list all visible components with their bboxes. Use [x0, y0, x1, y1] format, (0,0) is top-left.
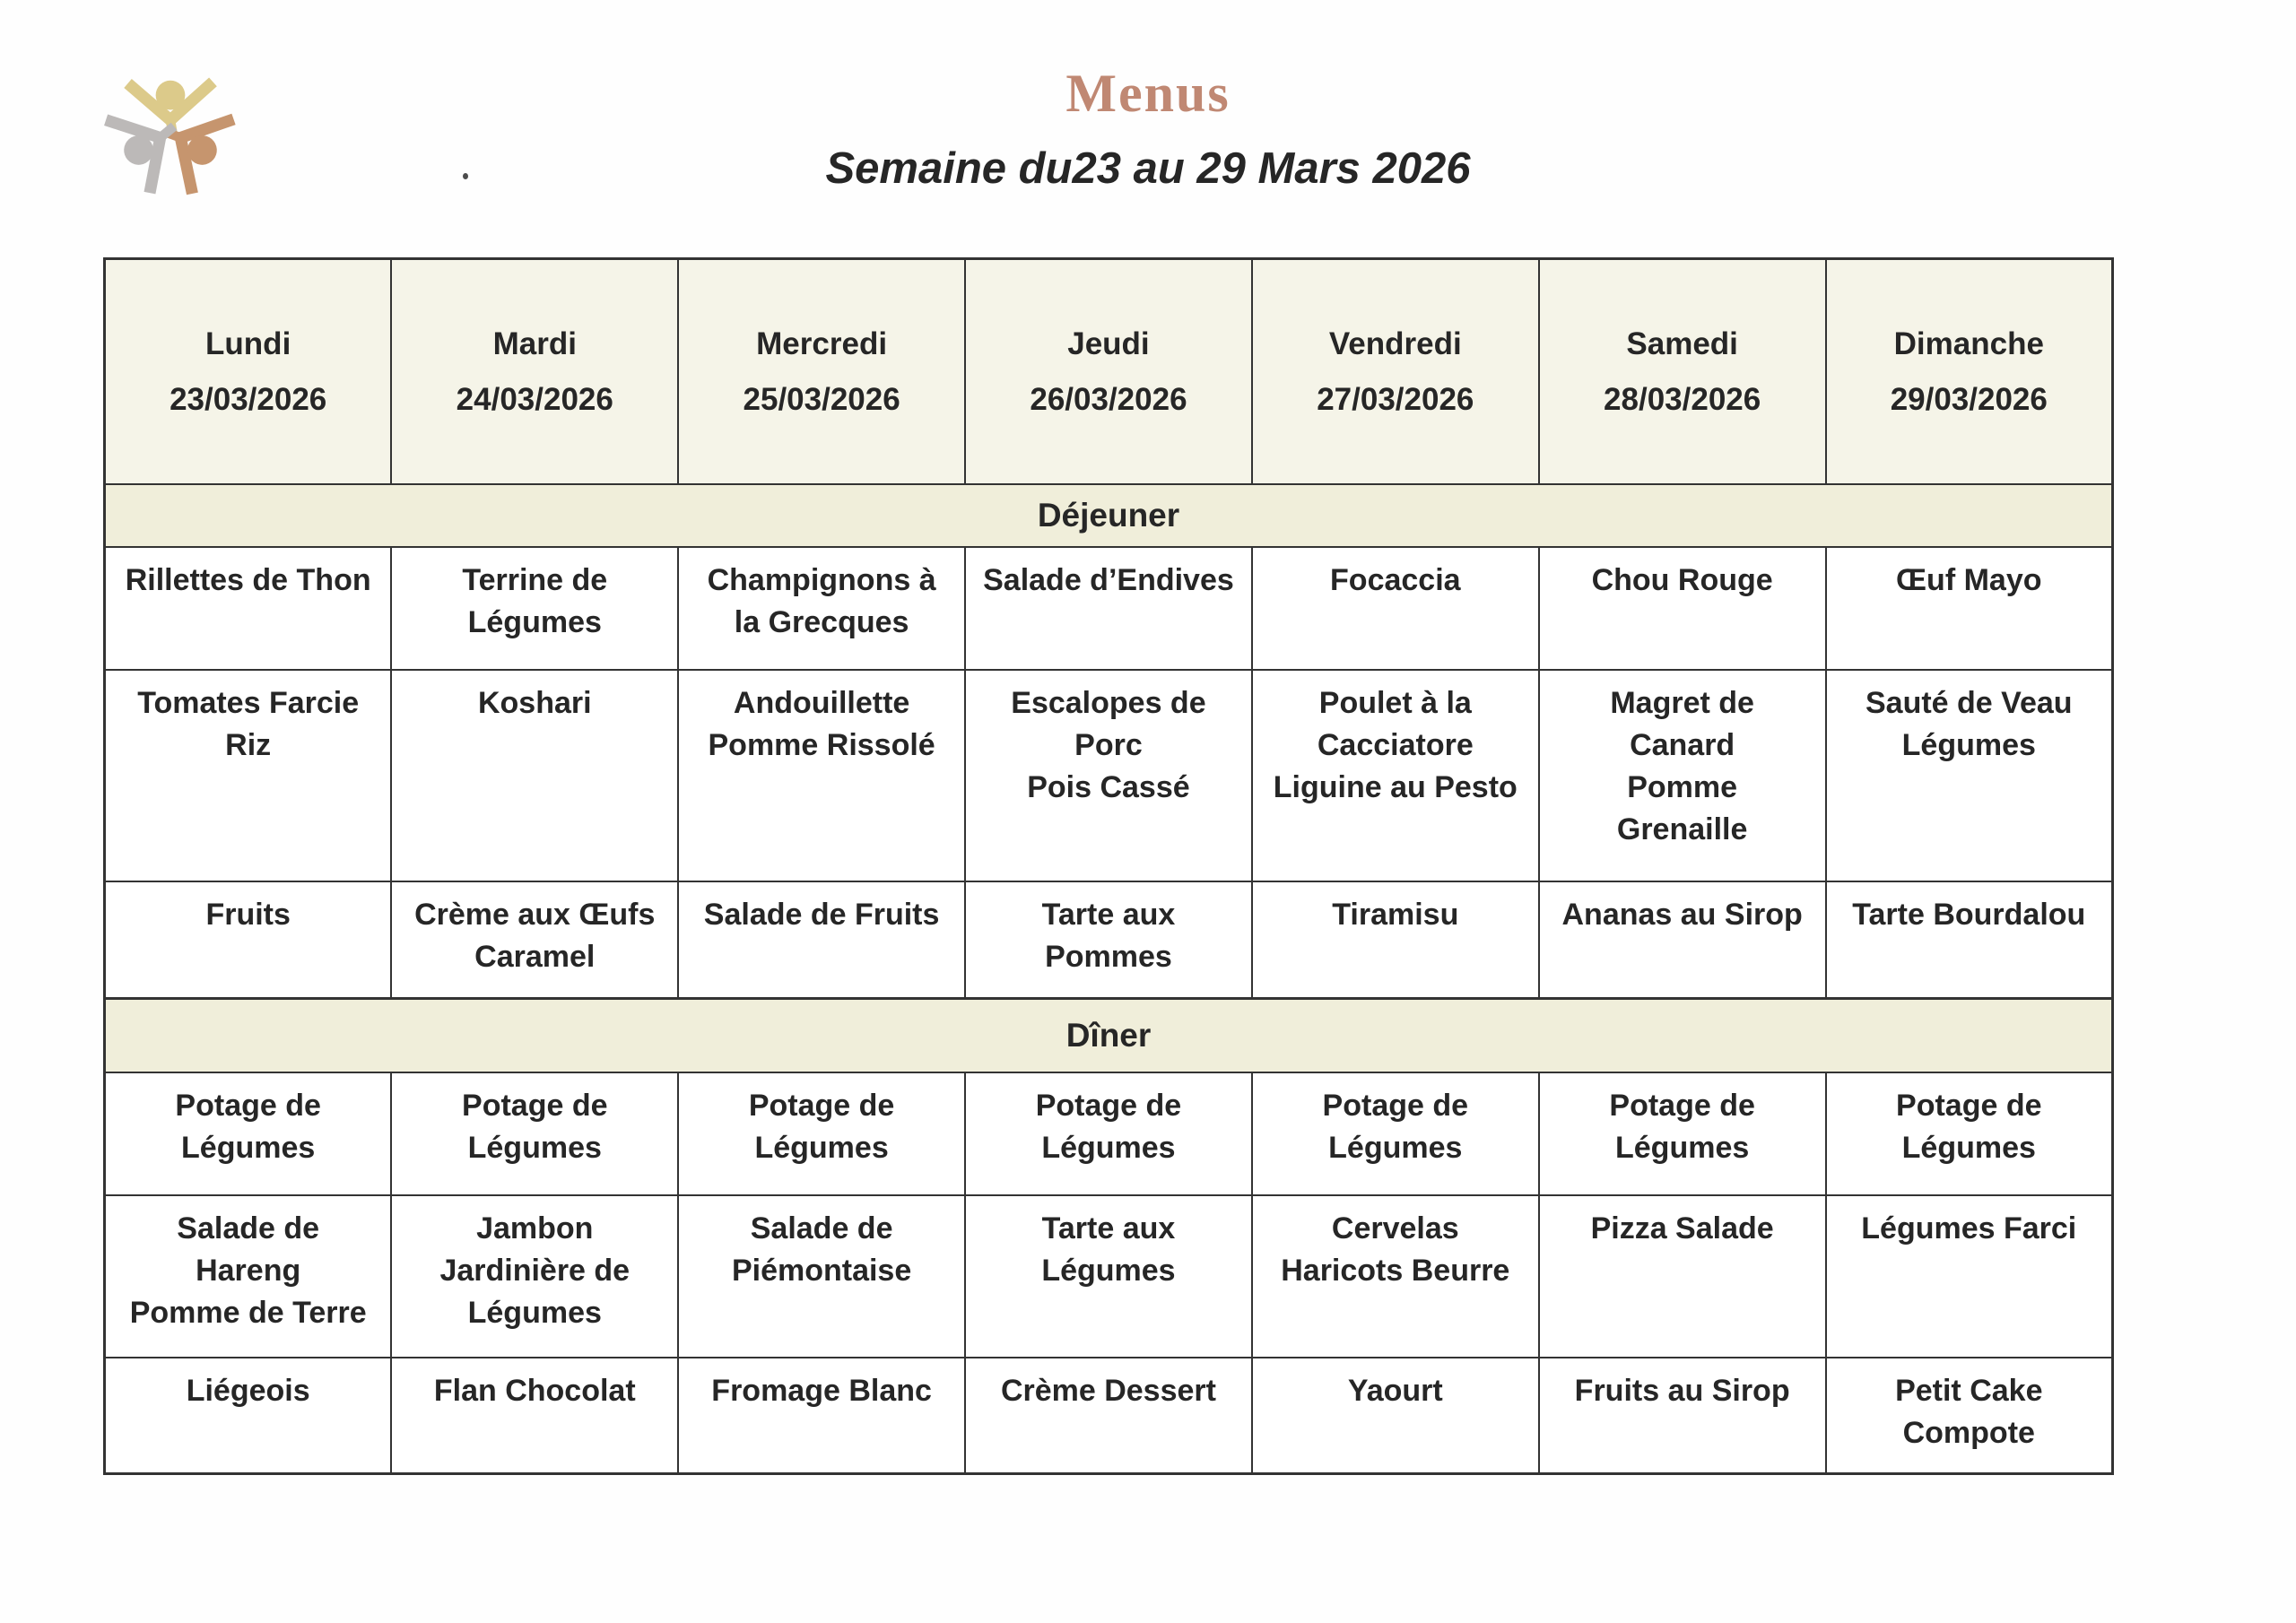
- menu-cell: Escalopes de Porc Pois Cassé: [965, 670, 1252, 881]
- menu-cell: Salade de Fruits: [678, 881, 965, 1002]
- menu-cell: Koshari: [391, 670, 678, 881]
- menu-cell: Potage de Légumes: [1252, 1072, 1539, 1195]
- lunch-dessert-row: [105, 881, 2113, 1002]
- menu-cell: Magret de Canard Pomme Grenaille: [1539, 670, 1826, 881]
- menu-cell: Champignons à la Grecques: [678, 547, 965, 670]
- menu-cell: Potage de Légumes: [965, 1072, 1252, 1195]
- day-header-cell: [105, 259, 392, 485]
- dinner-main-row: [105, 1195, 2113, 1358]
- day-name: Samedi: [1626, 325, 1738, 361]
- menu-cell: Potage de Légumes: [391, 1072, 678, 1195]
- dinner-dessert-row: [105, 1358, 2113, 1474]
- day-header-row: [105, 259, 2113, 485]
- page-subtitle: Semaine du23 au 29 Mars 2026: [825, 144, 1471, 193]
- meal-section-label: Déjeuner: [105, 484, 2113, 547]
- menu-cell: Poulet à la Cacciatore Liguine au Pesto: [1252, 670, 1539, 881]
- menu-cell: Pizza Salade: [1539, 1195, 1826, 1358]
- menu-cell: Œuf Mayo: [1826, 547, 2113, 670]
- menu-cell: Focaccia: [1252, 547, 1539, 670]
- menu-cell: Salade de Piémontaise: [678, 1195, 965, 1358]
- menu-cell: Légumes Farci: [1826, 1195, 2113, 1358]
- menu-cell: Sauté de Veau Légumes: [1826, 670, 2113, 881]
- menu-cell: Cervelas Haricots Beurre: [1252, 1195, 1539, 1358]
- dinner-table: [103, 997, 2114, 1475]
- page-title: Menus: [1065, 64, 1231, 123]
- dinner-section-row: [105, 999, 2113, 1073]
- menu-cell: Potage de Légumes: [105, 1072, 392, 1195]
- menu-cell: Tarte aux Pommes: [965, 881, 1252, 1002]
- day-date: 23/03/2026: [170, 381, 327, 417]
- menu-cell: Rillettes de Thon: [105, 547, 392, 670]
- menu-cell: Potage de Légumes: [1539, 1072, 1826, 1195]
- day-name: Jeudi: [1067, 325, 1150, 361]
- menu-cell: Ananas au Sirop: [1539, 881, 1826, 1002]
- menu-cell: Liégeois: [105, 1358, 392, 1474]
- day-name: Lundi: [205, 325, 291, 361]
- day-header-cell: [965, 259, 1252, 485]
- day-header-cell: [678, 259, 965, 485]
- menu-cell: Jambon Jardinière de Légumes: [391, 1195, 678, 1358]
- lunch-section-row: [105, 484, 2113, 547]
- menu-cell: Fruits: [105, 881, 392, 1002]
- day-date: 24/03/2026: [456, 381, 613, 417]
- lunch-table: [103, 257, 2114, 1002]
- menu-cell: Petit Cake Compote: [1826, 1358, 2113, 1474]
- day-header-cell: [391, 259, 678, 485]
- menu-cell: Yaourt: [1252, 1358, 1539, 1474]
- menu-cell: Tomates Farcie Riz: [105, 670, 392, 881]
- menu-cell: Tarte aux Légumes: [965, 1195, 1252, 1358]
- day-name: Mardi: [492, 325, 577, 361]
- day-name: Vendredi: [1328, 325, 1462, 361]
- lunch-starter-row: [105, 547, 2113, 670]
- menu-cell: Potage de Légumes: [678, 1072, 965, 1195]
- menu-cell: Chou Rouge: [1539, 547, 1826, 670]
- meal-section-label: Dîner: [105, 999, 2113, 1073]
- menu-cell: Salade d’Endives: [965, 547, 1252, 670]
- day-name: Dimanche: [1893, 325, 2044, 361]
- lunch-main-row: [105, 670, 2113, 881]
- menu-cell: Tarte Bourdalou: [1826, 881, 2113, 1002]
- menu-cell: Terrine de Légumes: [391, 547, 678, 670]
- menu-cell: Andouillette Pomme Rissolé: [678, 670, 965, 881]
- day-date: 28/03/2026: [1604, 381, 1761, 417]
- day-date: 29/03/2026: [1890, 381, 2048, 417]
- menu-cell: Fromage Blanc: [678, 1358, 965, 1474]
- day-header-cell: [1252, 259, 1539, 485]
- menu-cell: Flan Chocolat: [391, 1358, 678, 1474]
- day-name: Mercredi: [756, 325, 888, 361]
- day-date: 25/03/2026: [743, 381, 900, 417]
- day-date: 27/03/2026: [1317, 381, 1474, 417]
- menu-cell: Fruits au Sirop: [1539, 1358, 1826, 1474]
- menu-cell: Crème Dessert: [965, 1358, 1252, 1474]
- day-header-cell: [1826, 259, 2113, 485]
- menu-cell: Potage de Légumes: [1826, 1072, 2113, 1195]
- menu-cell: Crème aux Œufs Caramel: [391, 881, 678, 1002]
- day-date: 26/03/2026: [1030, 381, 1187, 417]
- menu-cell: Salade de Hareng Pomme de Terre: [105, 1195, 392, 1358]
- day-header-cell: [1539, 259, 1826, 485]
- dinner-starter-row: [105, 1072, 2113, 1195]
- scan-speck: [463, 173, 468, 179]
- menu-cell: Tiramisu: [1252, 881, 1539, 1002]
